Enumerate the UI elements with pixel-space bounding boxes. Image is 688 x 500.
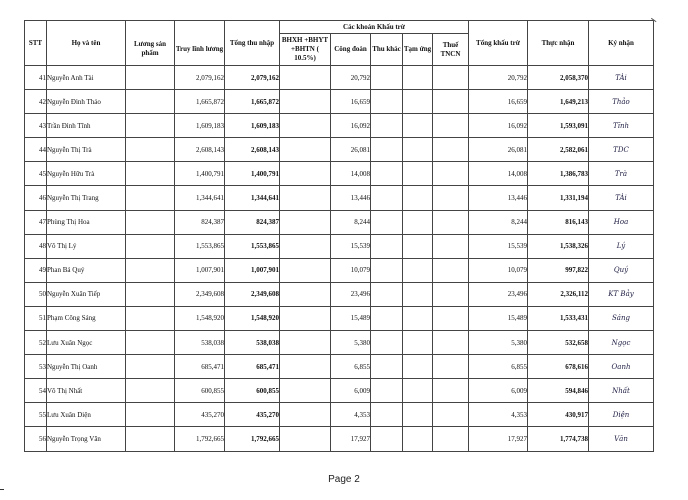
row-time-salary: 685,471 [175,355,225,379]
row-total-income: 1,665,872 [225,90,280,114]
row-signature: TÀi [589,186,654,210]
row-signature: Nhất [589,379,654,403]
row-other [371,258,403,282]
row-time-salary: 2,079,162 [175,66,225,90]
row-time-salary: 1,344,641 [175,186,225,210]
row-net: 1,538,326 [528,234,589,258]
row-advance [403,306,433,330]
row-union: 20,792 [331,66,371,90]
row-name: Nguyễn Thị Oanh [47,355,126,379]
row-net: 430,917 [528,403,589,427]
row-union: 15,539 [331,234,371,258]
row-other [371,210,403,234]
row-stt: 51 [25,306,47,330]
row-signature: KT Bảy [589,282,654,306]
row-name: Nguyễn Thị Trà [47,138,126,162]
row-signature: Thảo [589,90,654,114]
row-advance [403,114,433,138]
header-top-blank [175,21,225,34]
row-stt: 53 [25,355,47,379]
row-tax [433,186,469,210]
row-total-deduction: 15,539 [469,234,528,258]
row-net: 2,058,370 [528,66,589,90]
row-product-salary [126,90,175,114]
row-advance [403,186,433,210]
header-deductions-group: Các khoản Khấu trừ [280,21,469,34]
table-row [25,162,654,186]
row-product-salary [126,162,175,186]
row-other [371,114,403,138]
header-net: Thực nhận [528,21,589,66]
row-signature: Trà [589,162,654,186]
header-top-blank [126,21,175,34]
row-name: Nguyễn Xuân Tiếp [47,282,126,306]
row-stt: 41 [25,66,47,90]
row-signature: Lý [589,234,654,258]
row-total-deduction: 14,008 [469,162,528,186]
row-name: Võ Thị Lý [47,234,126,258]
row-name: Võ Thị Nhất [47,379,126,403]
row-net: 2,326,112 [528,282,589,306]
row-advance [403,66,433,90]
header-other: Thu khác [371,34,403,66]
row-total-income: 1,553,865 [225,234,280,258]
row-product-salary [126,427,175,451]
row-other [371,427,403,451]
row-stt: 42 [25,90,47,114]
row-advance [403,427,433,451]
row-net: 594,846 [528,379,589,403]
header-product-salary: Lương sản phẩm [126,34,175,66]
row-total-deduction: 20,792 [469,66,528,90]
row-insurance [280,306,331,330]
row-signature: Ngọc [589,331,654,355]
page-number: Page 2 [328,474,360,485]
header-name: Họ và tên [47,21,126,66]
row-advance [403,282,433,306]
row-total-income: 2,608,143 [225,138,280,162]
row-advance [403,258,433,282]
row-name: Nguyễn Thị Trang [47,186,126,210]
row-tax [433,114,469,138]
row-insurance [280,282,331,306]
row-other [371,379,403,403]
row-total-deduction: 10,079 [469,258,528,282]
row-total-deduction: 8,244 [469,210,528,234]
row-advance [403,138,433,162]
row-total-deduction: 6,009 [469,379,528,403]
row-insurance [280,379,331,403]
row-name: Phan Bá Quý [47,258,126,282]
row-time-salary: 1,007,901 [175,258,225,282]
row-insurance [280,427,331,451]
row-other [371,355,403,379]
row-total-deduction: 16,659 [469,90,528,114]
row-advance [403,162,433,186]
row-stt: 50 [25,282,47,306]
row-other [371,162,403,186]
row-net: 997,822 [528,258,589,282]
row-tax [433,66,469,90]
row-stt: 49 [25,258,47,282]
row-time-salary: 1,548,920 [175,306,225,330]
row-time-salary: 1,553,865 [175,234,225,258]
row-stt: 46 [25,186,47,210]
row-total-income: 1,792,665 [225,427,280,451]
row-signature: Quý [589,258,654,282]
row-other [371,403,403,427]
row-total-income: 538,038 [225,331,280,355]
row-advance [403,403,433,427]
row-signature: Hoa [589,210,654,234]
row-total-deduction: 15,489 [469,306,528,330]
row-net: 2,582,061 [528,138,589,162]
row-other [371,186,403,210]
row-product-salary [126,355,175,379]
row-union: 5,380 [331,331,371,355]
row-tax [433,331,469,355]
row-signature: Sáng [589,306,654,330]
table-row [25,66,654,90]
row-insurance [280,138,331,162]
row-net: 1,533,431 [528,306,589,330]
table-row [25,186,654,210]
row-time-salary: 435,270 [175,403,225,427]
row-signature: Oanh [589,355,654,379]
row-union: 8,244 [331,210,371,234]
row-time-salary: 538,038 [175,331,225,355]
row-union: 26,081 [331,138,371,162]
header-advance: Tạm ứng [403,34,433,66]
row-product-salary [126,234,175,258]
row-signature: TÀi [589,66,654,90]
row-signature: Tĩnh [589,114,654,138]
header-total-income: Tổng thu nhập [225,21,280,66]
row-time-salary: 2,349,608 [175,282,225,306]
row-time-salary: 600,855 [175,379,225,403]
row-product-salary [126,210,175,234]
row-name: Phạm Công Sáng [47,306,126,330]
row-other [371,138,403,162]
row-total-income: 1,007,901 [225,258,280,282]
row-product-salary [126,282,175,306]
row-name: Nguyễn Đình Thảo [47,90,126,114]
row-total-income: 2,349,608 [225,282,280,306]
row-union: 15,489 [331,306,371,330]
table-row [25,90,654,114]
row-name: Phùng Thị Hoa [47,210,126,234]
row-product-salary [126,66,175,90]
row-tax [433,162,469,186]
row-net: 1,774,738 [528,427,589,451]
row-total-income: 1,400,791 [225,162,280,186]
row-insurance [280,210,331,234]
row-advance [403,210,433,234]
row-insurance [280,331,331,355]
row-product-salary [126,258,175,282]
row-insurance [280,355,331,379]
row-total-income: 600,855 [225,379,280,403]
row-tax [433,90,469,114]
row-time-salary: 824,387 [175,210,225,234]
row-other [371,282,403,306]
row-net: 1,386,783 [528,162,589,186]
table-row [25,306,654,330]
row-total-deduction: 26,081 [469,138,528,162]
header-total-deduction: Tổng khấu trừ [469,21,528,66]
payroll-table [24,20,654,452]
row-stt: 55 [25,403,47,427]
table-row [25,258,654,282]
row-net: 1,649,213 [528,90,589,114]
header-tax: Thuế TNCN [433,34,469,66]
row-total-income: 824,387 [225,210,280,234]
payroll-rows [25,66,654,452]
row-tax [433,427,469,451]
row-time-salary: 1,792,665 [175,427,225,451]
row-stt: 54 [25,379,47,403]
table-row [25,138,654,162]
header-stt: STT [25,21,47,66]
row-time-salary: 1,400,791 [175,162,225,186]
table-row [25,427,654,451]
row-union: 17,927 [331,427,371,451]
row-net: 532,658 [528,331,589,355]
row-advance [403,379,433,403]
row-signature: TDC [589,138,654,162]
row-other [371,66,403,90]
row-total-deduction: 23,496 [469,282,528,306]
row-product-salary [126,379,175,403]
row-stt: 45 [25,162,47,186]
row-tax [433,355,469,379]
row-insurance [280,234,331,258]
row-stt: 48 [25,234,47,258]
row-total-income: 1,609,183 [225,114,280,138]
row-name: Lưu Xuân Diện [47,403,126,427]
row-stt: 44 [25,138,47,162]
row-product-salary [126,306,175,330]
row-union: 6,855 [331,355,371,379]
row-total-income: 2,079,162 [225,66,280,90]
row-name: Lưu Xuân Ngọc [47,331,126,355]
row-insurance [280,186,331,210]
row-union: 6,009 [331,379,371,403]
row-tax [433,258,469,282]
row-total-deduction: 16,092 [469,114,528,138]
row-insurance [280,90,331,114]
row-other [371,331,403,355]
row-signature: Văn [589,427,654,451]
row-total-income: 435,270 [225,403,280,427]
row-union: 14,008 [331,162,371,186]
row-net: 1,593,091 [528,114,589,138]
table-row [25,282,654,306]
row-union: 16,659 [331,90,371,114]
row-total-income: 685,471 [225,355,280,379]
table-row [25,234,654,258]
header-union: Công đoàn [331,34,371,66]
row-other [371,306,403,330]
row-tax [433,403,469,427]
row-tax [433,234,469,258]
row-insurance [280,66,331,90]
row-advance [403,355,433,379]
row-advance [403,234,433,258]
row-product-salary [126,403,175,427]
row-union: 16,092 [331,114,371,138]
row-total-deduction: 5,380 [469,331,528,355]
row-union: 10,079 [331,258,371,282]
row-name: Nguyễn Anh Tài [47,66,126,90]
row-insurance [280,162,331,186]
row-net: 816,143 [528,210,589,234]
row-total-income: 1,344,641 [225,186,280,210]
header-time-salary: Truy lĩnh lương [175,34,225,66]
row-advance [403,331,433,355]
row-stt: 56 [25,427,47,451]
row-product-salary [126,186,175,210]
header-signature: Ký nhận [589,21,654,66]
row-insurance [280,114,331,138]
row-time-salary: 2,608,143 [175,138,225,162]
row-tax [433,306,469,330]
edge-mark [0,489,4,490]
row-tax [433,282,469,306]
table-row [25,403,654,427]
table-row [25,210,654,234]
row-advance [403,90,433,114]
row-total-income: 1,548,920 [225,306,280,330]
table-row [25,355,654,379]
row-insurance [280,258,331,282]
table-row [25,379,654,403]
table-row [25,114,654,138]
row-name: Nguyễn Trọng Văn [47,427,126,451]
table-row [25,331,654,355]
row-name: Nguyễn Hữu Trà [47,162,126,186]
row-union: 4,353 [331,403,371,427]
row-signature: Diện [589,403,654,427]
row-total-deduction: 4,353 [469,403,528,427]
row-stt: 52 [25,331,47,355]
row-product-salary [126,331,175,355]
row-stt: 43 [25,114,47,138]
row-total-deduction: 17,927 [469,427,528,451]
row-net: 678,616 [528,355,589,379]
row-product-salary [126,114,175,138]
row-stt: 47 [25,210,47,234]
row-other [371,234,403,258]
row-total-deduction: 6,855 [469,355,528,379]
row-union: 23,496 [331,282,371,306]
row-tax [433,210,469,234]
row-time-salary: 1,665,872 [175,90,225,114]
row-time-salary: 1,609,183 [175,114,225,138]
row-union: 13,446 [331,186,371,210]
header-insurance: BHXH +BHYT +BHTN ( 10.5%) [280,34,331,66]
row-insurance [280,403,331,427]
row-tax [433,379,469,403]
row-other [371,90,403,114]
row-net: 1,331,194 [528,186,589,210]
row-name: Trần Đình Tĩnh [47,114,126,138]
row-total-deduction: 13,446 [469,186,528,210]
row-product-salary [126,138,175,162]
row-tax [433,138,469,162]
